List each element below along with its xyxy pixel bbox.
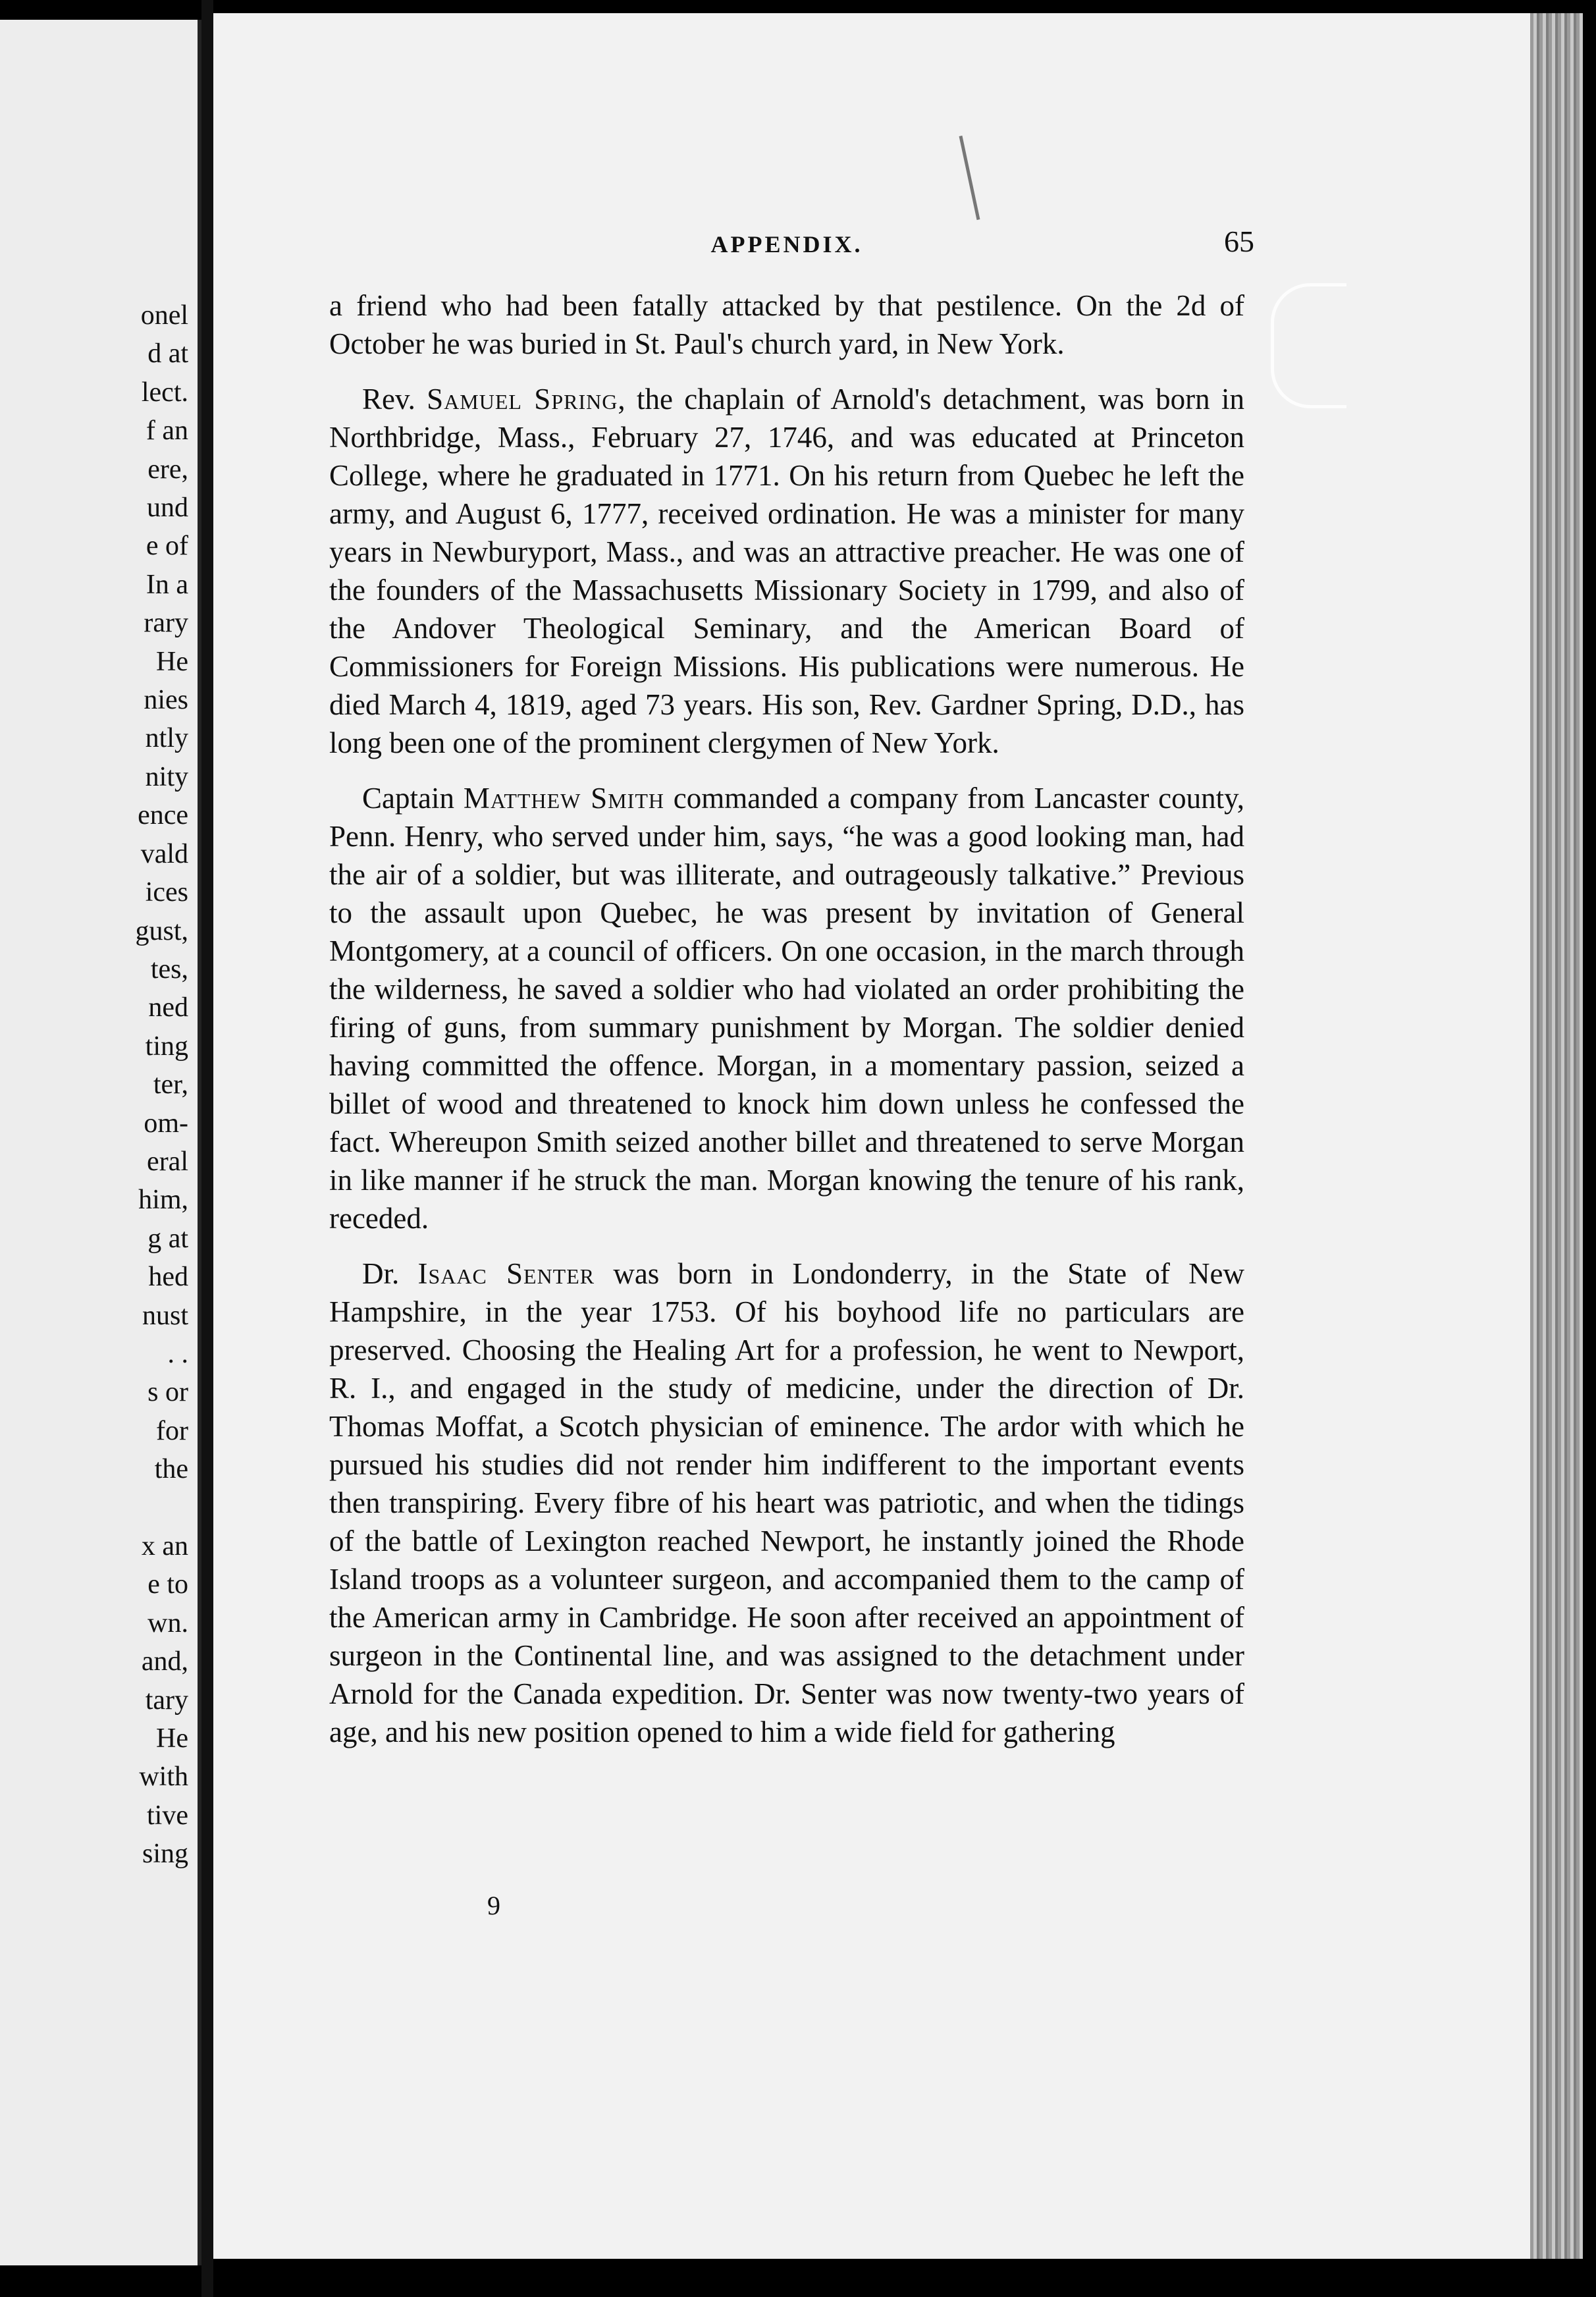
paragraph-continuation (329, 286, 1244, 363)
facing-page-line: s or (147, 1377, 188, 1408)
person-name: Samuel Spring (427, 383, 618, 416)
page-number: 65 (1224, 225, 1254, 258)
facing-page-line: vald (140, 838, 188, 869)
page-edges (1530, 13, 1583, 2259)
facing-page-line: tes, (150, 954, 188, 985)
facing-page-line: for (156, 1415, 188, 1446)
facing-page-line: gust, (135, 915, 188, 946)
facing-page-line (57, 1489, 188, 1527)
facing-page-line: om- (144, 1108, 188, 1139)
facing-page-line: He (156, 646, 188, 677)
paragraph-text: commanded a company from Lancaster county, Penn. Henry, who served under him, says, “he was a good looking man, had the air of a soldier, but was illiterate, and outrageously talkative.” Previous to the assault upon Quebec, he was present by invitation of General Montgomery, at a council of officers. On one occasion, in the march through the wilderness, he saved a soldier who had violated an order prohibiting the firing of guns, from summary punishment by Morgan. The soldier denied having committed the offence. Morgan, in a momentary passion, seized a billet of wood and threatened to knock him down unless he confessed the fact. Whereupon Smith seized another billet and threatened to serve Morgan in like manner if he struck the man. Morgan knowing the tenure of his rank, receded. (329, 782, 1244, 1235)
facing-page-line: and, (141, 1646, 188, 1677)
facing-page-line: f an (146, 416, 188, 446)
facing-page-line: lect. (141, 377, 188, 408)
paragraph-isaac-senter (329, 1255, 1244, 1751)
facing-page-line: nust (142, 1300, 188, 1331)
paragraph-text: , the chaplain of Arnold's detachment, was born in Northbridge, Mass., February 27, 1746, and was educated at Princeton College, where he graduated in 1771. On his return from Quebec he left the army, and August 6, 1777, received ordination. He was a minister for many years in Newburyport, Mass., and was an attractive preacher. He was one of the founders of the Massachusetts Missionary Society in 1799, and also of the Andover Theological Seminary, and the American Board of Commissioners for Foreign Missions. His publications were numerous. He died March 4, 1819, aged 73 years. His son, Rev. Gardner Spring, D.D., has long been one of the prominent clergymen of New York. (329, 383, 1244, 759)
facing-page-line: nity (145, 761, 188, 792)
facing-page-line: x an (141, 1531, 188, 1561)
facing-page-line: e of (146, 531, 188, 562)
paragraph-text: a friend who had been fatally attacked by that pestilence. On the 2d of October he was buried in St. Paul's church yard, in New York. (329, 289, 1244, 360)
body-text (329, 286, 1244, 1768)
facing-page-line: und (147, 493, 188, 524)
paragraph-text: was born in Londonderry, in the State of New Hampshire, in the year 1753. Of his boyhood life no particulars are preserved. Choosing the Healing Art for a profession, he went to Newport, R. I., and engaged in the study of medicine, under the direction of Dr. Thomas Moffat, a Scotch physician of eminence. The ardor with which he pursued his studies did not render him indifferent to the important events then transpiring. Every fibre of his heart was patriotic, and when the tidings of the battle of Lexington reached Newport, he instantly joined the Rhode Island troops as a volunteer surgeon, and accompanied them to the camp of the American army in Cambridge. He soon after received an appointment of surgeon in the Continental line, and was assigned to the detachment under Arnold for the Canada expedition. Dr. Senter was now twenty-two years of age, and his new position opened to him a wide field for gathering (329, 1257, 1245, 1748)
facing-page-line: onel (140, 300, 188, 331)
facing-page-line: sing (142, 1839, 188, 1870)
facing-page (0, 20, 201, 2265)
paragraph-matthew-smith (329, 779, 1244, 1237)
person-name: Matthew Smith (463, 782, 664, 815)
facing-page-line: In a (146, 569, 188, 600)
facing-page-line: ter, (153, 1069, 188, 1100)
facing-page-line: eral (147, 1146, 188, 1177)
paragraph-lead: Captain (362, 782, 464, 815)
facing-page-line: tary (145, 1685, 188, 1716)
facing-page-line: tive (147, 1800, 188, 1831)
facing-page-line: the (154, 1454, 188, 1485)
paragraph-lead: Dr. (362, 1257, 418, 1290)
page-header (319, 224, 1254, 270)
facing-page-line: him, (138, 1185, 188, 1216)
facing-page-line: ntly (145, 723, 188, 754)
paragraph-samuel-spring (329, 380, 1244, 762)
margin-pencil-mark (1271, 283, 1346, 408)
facing-page-line: ence (138, 800, 188, 831)
facing-page-line: ere, (147, 454, 188, 485)
facing-page-line: wn. (147, 1608, 188, 1638)
facing-page-line: . . (167, 1338, 188, 1369)
facing-page-line: nies (144, 685, 188, 716)
facing-page-line: with (139, 1762, 188, 1793)
facing-page-line: ting (145, 1031, 188, 1062)
facing-page-text-fragments (57, 296, 188, 1874)
facing-page-line: e to (147, 1569, 188, 1600)
signature-mark: 9 (487, 1891, 500, 1920)
facing-page-line: d at (147, 338, 188, 369)
facing-page-line: ices (145, 877, 188, 908)
running-head: APPENDIX. (710, 231, 863, 257)
person-name: Isaac Senter (417, 1257, 595, 1290)
book-gutter (201, 0, 213, 2297)
facing-page-line: rary (144, 608, 188, 639)
paragraph-lead: Rev. (362, 383, 427, 416)
facing-page-line: hed (148, 1262, 188, 1293)
facing-page-line: ned (148, 992, 188, 1023)
facing-page-line: He (156, 1723, 188, 1754)
facing-page-line: g at (147, 1223, 188, 1254)
